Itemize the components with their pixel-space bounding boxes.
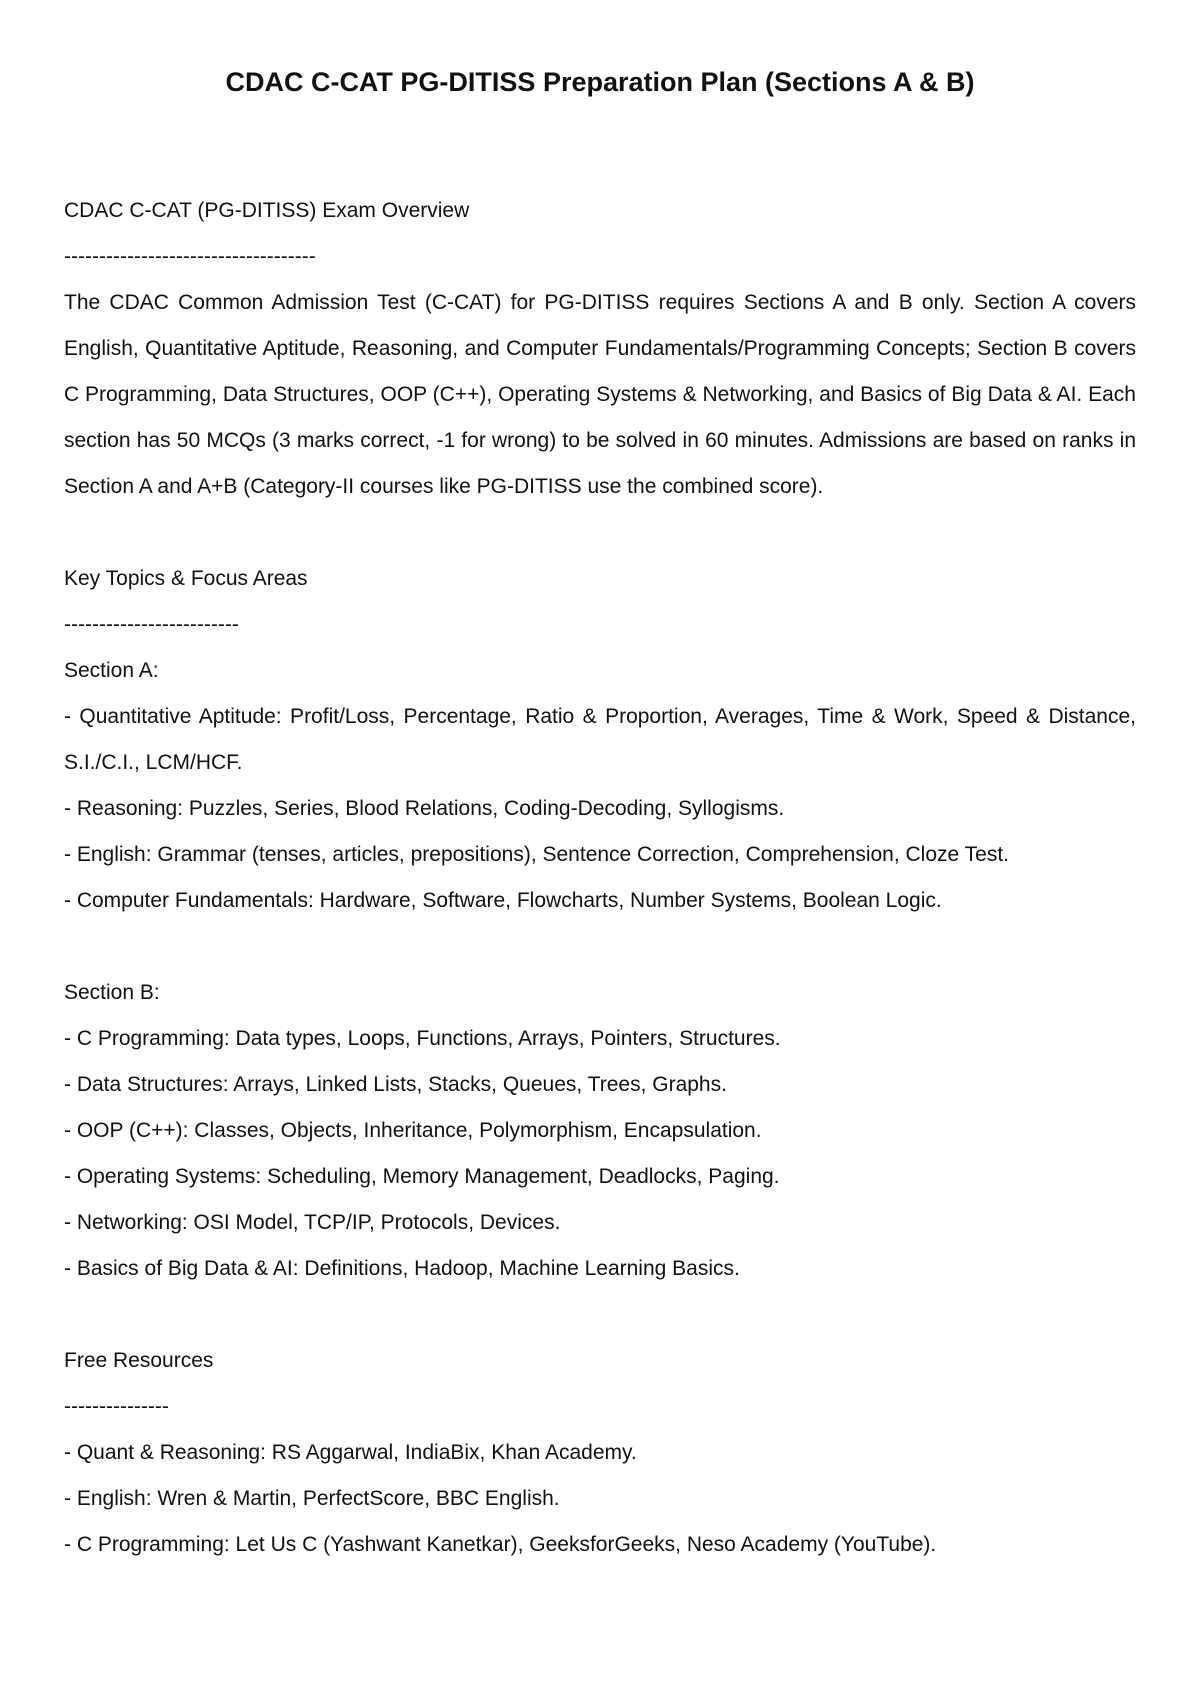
- section-a-item: - English: Grammar (tenses, articles, prepositions), Sentence Correction, Comprehension, Cloze Test.: [64, 843, 1010, 866]
- resources-underline: ---------------: [64, 1395, 169, 1418]
- section-a-item: - Quantitative Aptitude: Profit/Loss, Percentage, Ratio & Proportion, Averages, Time & Work, Speed & Distance, S.I./C.I., LCM/HCF.: [64, 705, 1136, 774]
- overview-paragraph: The CDAC Common Admission Test (C-CAT) for PG-DITISS requires Sections A and B only. Section A covers English, Quantitative Aptitude, Reasoning, and Computer Fundamentals/Programming Concepts; Section B covers C Programming, Data Structures, OOP (C++), Operating Systems & Networking, and Basics of Big Data & AI. Each section has 50 MCQs (3 marks correct, -1 for wrong) to be solved in 60 minutes. Admissions are based on ranks in Section A and A+B (Category-II courses like PG-DITISS use the combined score).: [64, 291, 1136, 498]
- section-b-item: - C Programming: Data types, Loops, Functions, Arrays, Pointers, Structures.: [64, 1027, 781, 1050]
- section-b-item: - Networking: OSI Model, TCP/IP, Protocols, Devices.: [64, 1211, 561, 1234]
- page-title: CDAC C-CAT PG-DITISS Preparation Plan (Sections A & B): [225, 67, 975, 97]
- topics-heading: Key Topics & Focus Areas: [64, 567, 308, 590]
- resources-heading: Free Resources: [64, 1349, 214, 1372]
- resource-item: - C Programming: Let Us C (Yashwant Kanetkar), GeeksforGeeks, Neso Academy (YouTube).: [64, 1533, 937, 1556]
- section-a-label: Section A:: [64, 659, 159, 682]
- section-b-item: - Operating Systems: Scheduling, Memory Management, Deadlocks, Paging.: [64, 1165, 780, 1188]
- topics-underline: -------------------------: [64, 613, 239, 636]
- section-b-item: - Basics of Big Data & AI: Definitions, Hadoop, Machine Learning Basics.: [64, 1257, 740, 1280]
- section-a-item: - Reasoning: Puzzles, Series, Blood Relations, Coding-Decoding, Syllogisms.: [64, 797, 785, 820]
- section-a-item: - Computer Fundamentals: Hardware, Software, Flowcharts, Number Systems, Boolean Logic.: [64, 889, 942, 912]
- resource-item: - English: Wren & Martin, PerfectScore, BBC English.: [64, 1487, 560, 1510]
- resource-item: - Quant & Reasoning: RS Aggarwal, IndiaBix, Khan Academy.: [64, 1441, 637, 1464]
- spacer: [64, 510, 1136, 556]
- spacer: [64, 1292, 1136, 1338]
- spacer: [64, 924, 1136, 970]
- overview-underline: ------------------------------------: [64, 245, 316, 268]
- section-b-label: Section B:: [64, 981, 160, 1004]
- section-b-item: - Data Structures: Arrays, Linked Lists, Stacks, Queues, Trees, Graphs.: [64, 1073, 727, 1096]
- document-body: [64, 188, 1136, 1568]
- overview-heading: CDAC C-CAT (PG-DITISS) Exam Overview: [64, 199, 470, 222]
- section-b-item: - OOP (C++): Classes, Objects, Inheritance, Polymorphism, Encapsulation.: [64, 1119, 762, 1142]
